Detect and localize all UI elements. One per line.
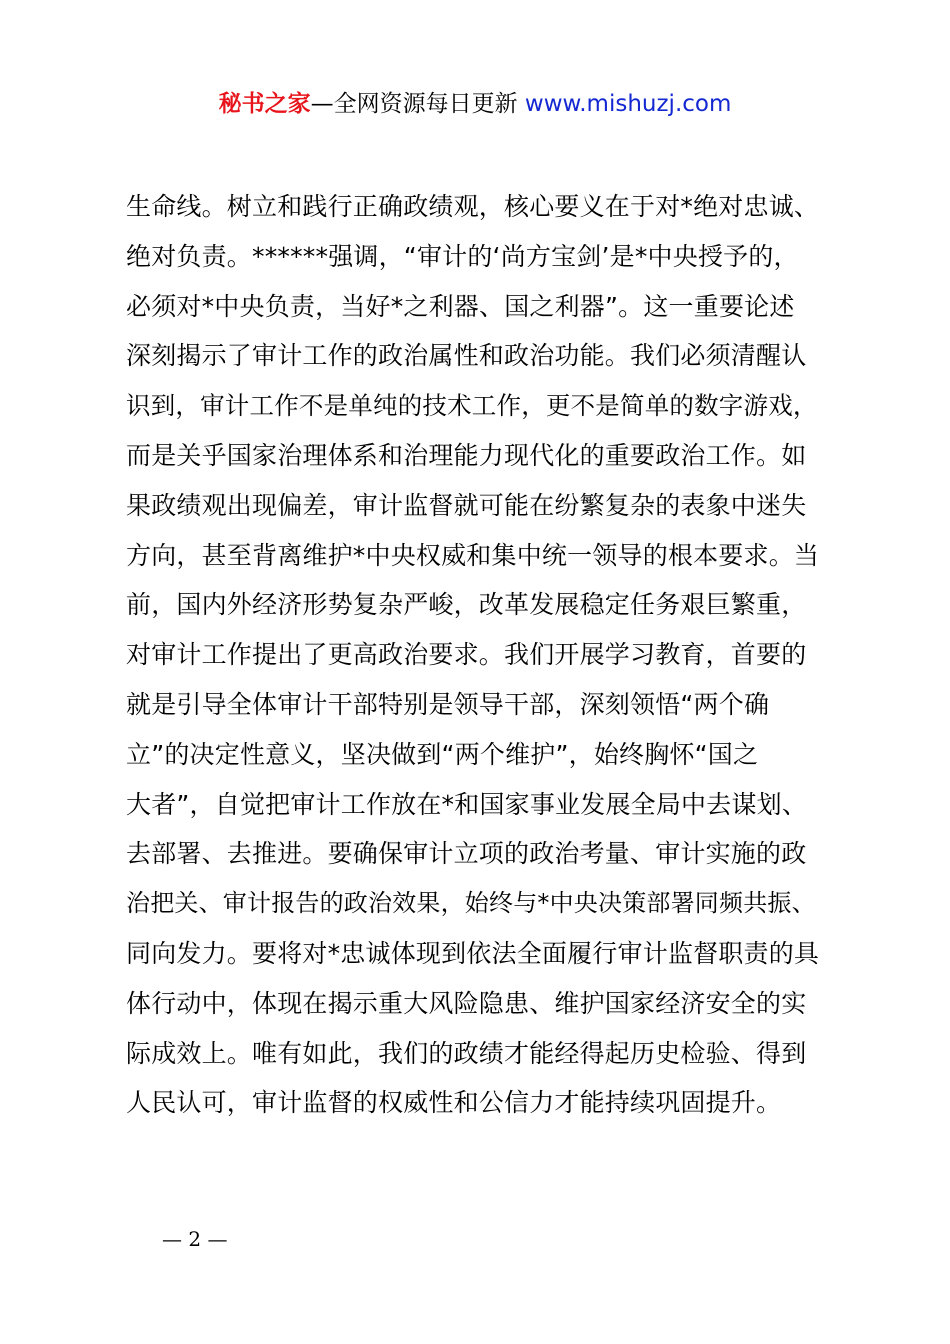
text-line: 识到，审计工作不是单纯的技术工作，更不是简单的数字游戏， (126, 391, 818, 421)
text-line: 同向发力。要将对*忠诚体现到依法全面履行审计监督职责的具 (126, 938, 820, 968)
text-line: 深刻揭示了审计工作的政治属性和政治功能。我们必须清醒认 (126, 341, 807, 371)
header-tagline: —全网资源每日更新 (310, 91, 518, 117)
text-line: 人民认可，审计监督的权威性和公信力才能持续巩固提升。 (126, 1088, 782, 1118)
text-line: 生命线。树立和践行正确政绩观，核心要义在于对*绝对忠诚、 (126, 192, 820, 221)
text-line: 就是引导全体审计干部特别是领导干部，深刻领悟“两个确 (126, 689, 770, 719)
text-line: 大者”，自觉把审计工作放在*和国家事业发展全局中去谋划、 (126, 789, 808, 819)
brand-name: 秘书之家 (218, 91, 311, 117)
page-number: — 2 — (162, 1227, 228, 1251)
text-line: 对审计工作提出了更高政治要求。我们开展学习教育，首要的 (126, 640, 807, 670)
text-line: 去部署、去推进。要确保审计立项的政治考量、审计实施的政 (126, 839, 807, 869)
page-header (0, 86, 950, 122)
text-line: 立”的决定性意义，坚决做到“两个维护”，始终胸怀“国之 (126, 739, 759, 769)
text-line: 前，国内外经济形势复杂严峻，改革发展稳定任务艰巨繁重， (126, 590, 807, 620)
text-line: 绝对负责。******强调，“审计的‘尚方宝剑’是*中央授予的， (126, 241, 799, 271)
text-line: 治把关、审计报告的政治效果，始终与*中央决策部署同频共振、 (126, 889, 816, 918)
body-paragraph (126, 182, 828, 1128)
text-line: 方向，甚至背离维护*中央权威和集中统一领导的根本要求。当 (126, 540, 820, 570)
text-line: 必须对*中央负责，当好*之利器、国之利器”。这一重要论述 (126, 291, 795, 321)
site-url-link[interactable]: www.mishuzj.com (524, 91, 732, 117)
text-line: 果政绩观出现偏差，审计监督就可能在纷繁复杂的表象中迷失 (126, 490, 807, 520)
text-line: 际成效上。唯有如此，我们的政绩才能经得起历史检验、得到 (126, 1038, 807, 1068)
text-line: 而是关乎国家治理体系和治理能力现代化的重要政治工作。如 (126, 440, 807, 470)
text-line: 体行动中，体现在揭示重大风险隐患、维护国家经济安全的实 (126, 988, 807, 1018)
